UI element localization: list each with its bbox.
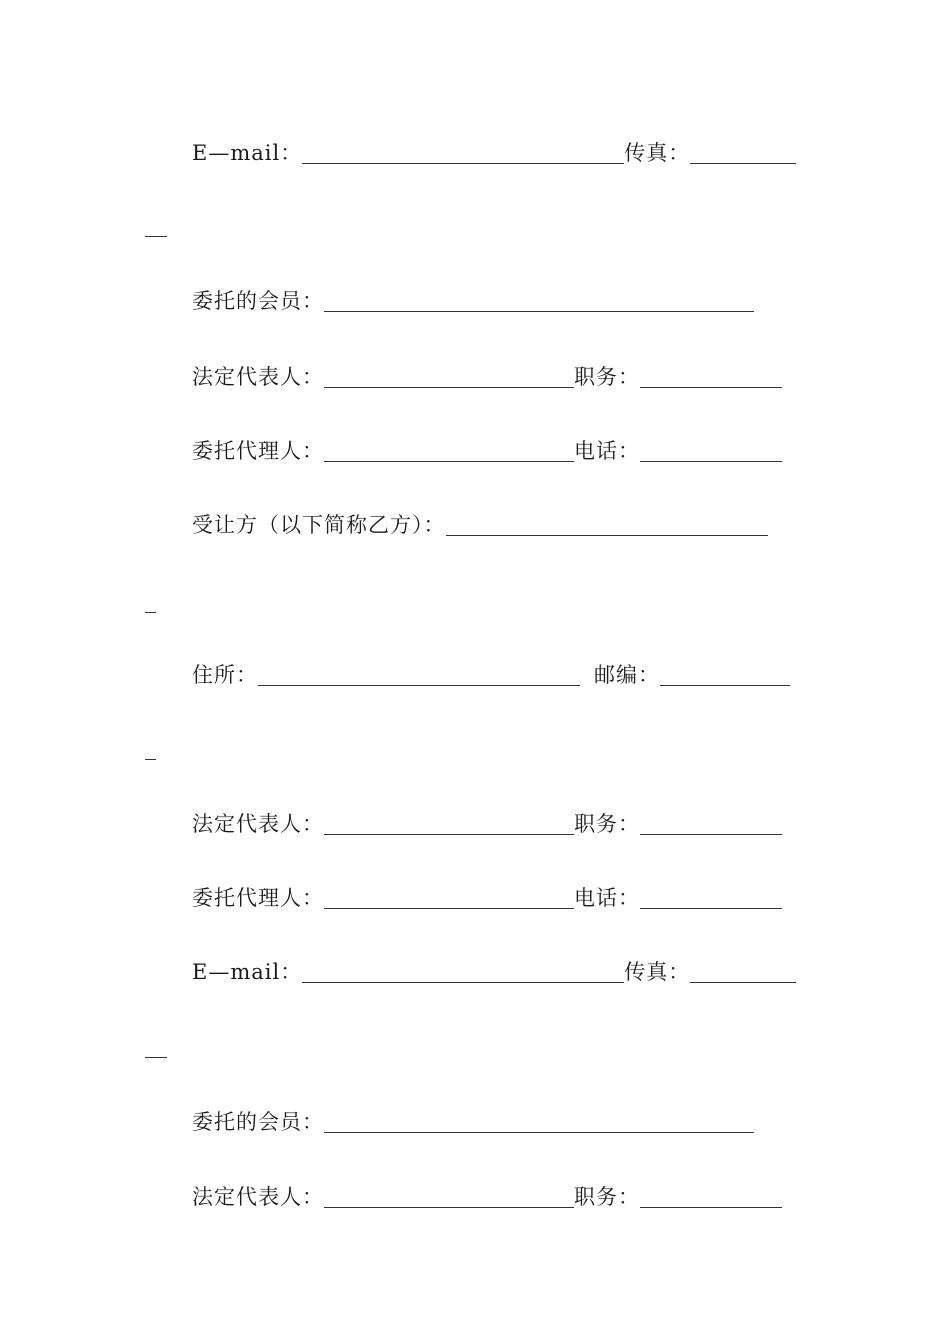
address-field[interactable] — [258, 663, 580, 686]
email-field[interactable] — [302, 960, 624, 983]
legal-rep-row-3 — [192, 1180, 782, 1210]
position-label: 职务： — [574, 1185, 640, 1209]
position-field[interactable] — [640, 365, 782, 388]
fax-label: 传真： — [624, 141, 691, 165]
member-row-1 — [192, 284, 754, 314]
phone-label: 电话： — [574, 886, 640, 910]
legal-rep-field[interactable] — [324, 812, 574, 835]
member-row-2 — [192, 1105, 754, 1135]
agent-field[interactable] — [324, 439, 574, 462]
legal-rep-label: 法定代表人： — [192, 365, 324, 389]
email-fax-row-2 — [192, 955, 796, 985]
fax-field[interactable] — [690, 141, 796, 164]
position-label: 职务： — [574, 812, 640, 836]
phone-field[interactable] — [640, 886, 782, 909]
email-fax-row-1 — [192, 136, 796, 166]
phone-field[interactable] — [640, 439, 782, 462]
transferee-field[interactable] — [446, 513, 768, 536]
email-label: E—mail： — [192, 141, 303, 165]
phone-label: 电话： — [574, 439, 640, 463]
wrap-underline — [145, 612, 156, 613]
member-field[interactable] — [324, 1110, 754, 1133]
wrap-underline — [145, 236, 167, 237]
agent-row-1 — [192, 434, 782, 464]
agent-label: 委托代理人： — [192, 886, 324, 910]
position-field[interactable] — [640, 812, 782, 835]
legal-rep-field[interactable] — [324, 365, 574, 388]
postcode-label: 邮编： — [594, 663, 660, 687]
transferee-label: 受让方（以下简称乙方）： — [192, 513, 446, 537]
legal-rep-label: 法定代表人： — [192, 1185, 324, 1209]
legal-rep-field[interactable] — [324, 1185, 574, 1208]
legal-rep-label: 法定代表人： — [192, 812, 324, 836]
agent-label: 委托代理人： — [192, 439, 324, 463]
agent-field[interactable] — [324, 886, 574, 909]
email-label: E—mail： — [192, 960, 303, 984]
address-row — [192, 658, 790, 688]
wrap-underline — [145, 1057, 167, 1058]
wrap-underline — [145, 759, 156, 760]
member-field[interactable] — [324, 289, 754, 312]
legal-rep-row-2 — [192, 807, 782, 837]
position-label: 职务： — [574, 365, 640, 389]
email-field[interactable] — [302, 141, 624, 164]
member-label: 委托的会员： — [192, 289, 324, 313]
position-field[interactable] — [640, 1185, 782, 1208]
transferee-row — [192, 508, 768, 538]
legal-rep-row-1 — [192, 360, 782, 390]
agent-row-2 — [192, 881, 782, 911]
postcode-field[interactable] — [660, 663, 790, 686]
fax-field[interactable] — [690, 960, 796, 983]
fax-label: 传真： — [624, 960, 691, 984]
member-label: 委托的会员： — [192, 1110, 324, 1134]
address-label: 住所： — [192, 663, 258, 687]
